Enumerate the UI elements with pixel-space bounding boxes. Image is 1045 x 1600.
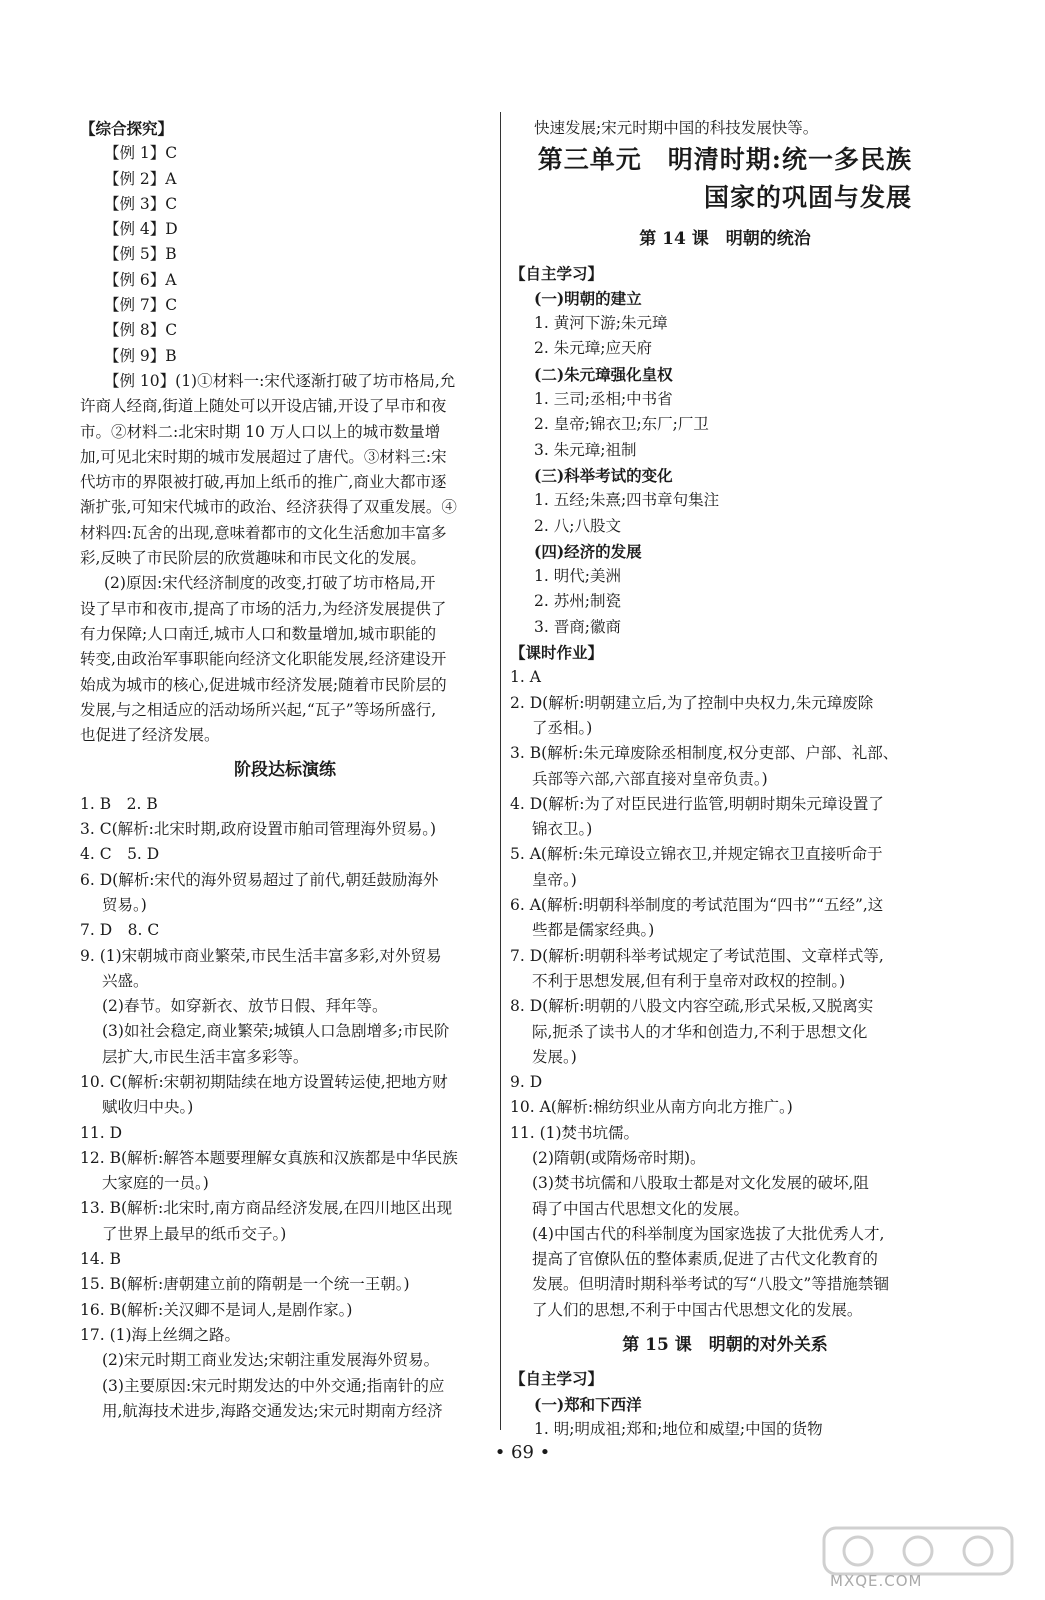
answer-line: 14. B [80, 1250, 121, 1269]
page-number: • 69 • [494, 1442, 551, 1463]
section-header-zonghe: 【综合探究】 [80, 119, 174, 138]
paragraph-line: 市。②材料二:北宋时期 10 万人口以上的城市数量增 [80, 422, 441, 441]
answer-line: 际,扼杀了读书人的才华和创造力,不利于思想文化 [532, 1022, 868, 1041]
paragraph-line: 代坊市的界限被打破,再加上纸币的推广,商业大都市逐 [80, 473, 447, 492]
answer-line: 2. D(解析:明朝建立后,为了控制中央权力,朱元璋废除 [510, 693, 874, 712]
answer-line: 锦衣卫。) [532, 820, 593, 839]
self-study-line: (一)明朝的建立 [534, 288, 642, 308]
answer-line: 4. C 5. D [80, 845, 160, 864]
answer-line: 了丞相。) [532, 718, 593, 737]
self-study-line: (一)郑和下西洋 [534, 1394, 642, 1414]
answer-line: 17. (1)海上丝绸之路。 [80, 1325, 241, 1344]
answer-line: 7. D 8. C [80, 921, 160, 940]
answer-line: 发展。) [532, 1047, 577, 1066]
answer-line: 了世界上最早的纸币交子。) [102, 1224, 287, 1243]
paragraph-line: 材料四:瓦舍的出现,意味着都市的文化生活愈加丰富多 [80, 523, 447, 542]
example-answer: 【例 9】B [104, 346, 177, 365]
answer-line: 4. D(解析:为了对臣民进行监管,明朝时期朱元璋设置了 [510, 794, 884, 813]
self-study-line: 1. 明;明成祖;郑和;地位和威望;中国的货物 [534, 1419, 823, 1438]
answer-line: 5. A(解析:朱元璋设立锦衣卫,并规定锦衣卫直接听命于 [510, 845, 883, 864]
paragraph-line: 加,可见北宋时期的城市发展超过了唐代。③材料三:宋 [80, 447, 447, 466]
lesson-14-title: 第 14 课 明朝的统治 [639, 229, 811, 250]
paragraph-line: 转变,由政治军事职能向经济文化职能发展,经济建设开 [80, 650, 447, 669]
paragraph-line: 彩,反映了市民阶层的欣赏趣味和市民文化的发展。 [80, 549, 426, 568]
homework-header: 【课时作业】 [510, 643, 604, 663]
self-study-line: 2. 朱元璋;应天府 [534, 339, 652, 358]
self-study-line: 2. 苏州;制瓷 [534, 592, 621, 611]
example-answer: 【例 5】B [104, 245, 177, 264]
answer-line: 发展。但明清时期科举考试的写“八股文”等措施禁锢 [532, 1275, 889, 1294]
answer-line: 16. B(解析:关汉卿不是词人,是剧作家。) [80, 1300, 353, 1319]
self-study-line: (四)经济的发展 [534, 541, 642, 561]
example-answer: 【例 2】A [104, 169, 177, 188]
answer-line: 赋收归中央。) [102, 1098, 194, 1117]
lesson-15-self-study-list [510, 1392, 940, 1443]
answer-line: 11. D [80, 1123, 123, 1142]
paragraph-line: 始成为城市的核心,促进城市经济发展;随着市民阶层的 [80, 675, 447, 694]
answer-line: 不利于思想发展,但有利于皇帝对政权的控制。) [532, 971, 846, 990]
self-study-line: 3. 晋商;徽商 [534, 617, 621, 636]
answer-line: 兵部等六部,六部直接对皇帝负责。) [532, 769, 768, 788]
paragraph-line: 【例 10】(1)①材料一:宋代逐渐打破了坊市格局,允 [104, 371, 456, 390]
paragraph-line: 有力保障;人口南迁,城市人口和数量增加,城市职能的 [80, 624, 437, 643]
answer-line: 3. C(解析:北宋时期,政府设置市舶司管理海外贸易。) [80, 820, 437, 839]
answer-line: 兴盛。 [102, 971, 149, 990]
stage-title: 阶段达标演练 [234, 760, 336, 781]
answer-line: 10. A(解析:棉纺织业从南方向北方推广。) [510, 1098, 793, 1117]
answer-line: 12. B(解析:解答本题要理解女真族和汉族都是中华民族 [80, 1148, 458, 1167]
answer-line: (2)宋元时期工商业发达;宋朝注重发展海外贸易。 [102, 1351, 440, 1370]
self-study-line: 1. 五经;朱熹;四书章句集注 [534, 491, 720, 510]
examples-list [80, 141, 490, 369]
unit-title-line-1: 第三单元 明清时期:统一多民族 [537, 145, 912, 175]
right-column [510, 116, 940, 1442]
answer-line: 层扩大,市民生活丰富多彩等。 [102, 1047, 309, 1066]
answer-line: (4)中国古代的科举制度为国家选拔了大批优秀人才, [532, 1224, 885, 1243]
answer-line: 提高了官僚队伍的整体素质,促进了古代文化教育的 [532, 1250, 878, 1269]
column-divider [500, 112, 501, 1430]
self-study-line: 3. 朱元璋;祖制 [534, 440, 637, 459]
self-study-line: (二)朱元璋强化皇权 [534, 364, 673, 384]
answer-line: (2)隋朝(或隋炀帝时期)。 [532, 1148, 706, 1167]
answer-line: 13. B(解析:北宋时,南方商品经济发展,在四川地区出现 [80, 1199, 453, 1218]
stage-answers-list [80, 792, 490, 1424]
answer-line: (3)如社会稳定,商业繁荣;城镇人口急剧增多;市民阶 [102, 1022, 450, 1041]
left-column [80, 116, 490, 1424]
answer-line: 皇帝。) [532, 870, 577, 889]
answer-line: 贸易。) [102, 895, 147, 914]
answer-line: 9. D [510, 1073, 543, 1092]
answer-line: 1. A [510, 668, 541, 687]
answer-line: (3)主要原因:宋元时期发达的中外交通;指南针的应 [102, 1376, 445, 1395]
answer-line: 9. (1)宋朝城市商业繁荣,市民生活丰富多彩,对外贸易 [80, 946, 442, 965]
lesson-15-title: 第 15 课 明朝的对外关系 [622, 1335, 828, 1356]
answer-line: 些都是儒家经典。) [532, 921, 655, 940]
answer-line: 15. B(解析:唐朝建立前的隋朝是一个统一王朝。) [80, 1275, 410, 1294]
answer-line: 碍了中国古代思想文化的发展。 [532, 1199, 750, 1218]
example-answer: 【例 8】C [104, 321, 178, 340]
self-study-line: 1. 三司;丞相;中书省 [534, 390, 673, 409]
self-study-line: (三)科举考试的变化 [534, 465, 673, 485]
self-study-line: 2. 八;八股文 [534, 516, 621, 535]
example-answer: 【例 3】C [104, 194, 178, 213]
watermark-text: MXQE.COM [830, 1572, 923, 1590]
self-study-line: 1. 明代;美洲 [534, 567, 621, 586]
example-answer: 【例 4】D [104, 220, 178, 239]
self-study-line: 1. 黄河下游;朱元璋 [534, 314, 668, 333]
paragraph-line: 发展,与之相适应的活动场所兴起,“瓦子”等场所盛行, [80, 700, 437, 719]
self-study-header: 【自主学习】 [510, 263, 604, 283]
homework-answers-list [510, 665, 940, 1323]
continued-text: 快速发展;宋元时期中国的科技发展快等。 [534, 119, 819, 137]
example-answer: 【例 1】C [104, 144, 178, 163]
paragraph-line: 也促进了经济发展。 [80, 726, 220, 745]
answer-line: (3)焚书坑儒和八股取士都是对文化发展的破坏,阻 [532, 1174, 869, 1193]
answer-line: (2)春节。如穿新衣、放节日假、拜年等。 [102, 997, 388, 1016]
answer-line: 6. A(解析:明朝科举制度的考试范围为“四书”“五经”,这 [510, 896, 884, 915]
self-study-line: 2. 皇帝;锦衣卫;东厂;厂卫 [534, 415, 709, 434]
answer-line: 用,航海技术进步,海路交通发达;宋元时期南方经济 [102, 1401, 443, 1420]
self-study-header-2: 【自主学习】 [510, 1369, 604, 1389]
example-10-answer [80, 369, 490, 748]
answer-line: 1. B 2. B [80, 794, 158, 813]
answer-line: 了人们的思想,不利于中国古代思想文化的发展。 [532, 1300, 863, 1319]
answer-line: 大家庭的一员。) [102, 1174, 209, 1193]
example-answer: 【例 7】C [104, 296, 178, 315]
paragraph-line: 许商人经商,街道上随处可以开设店铺,开设了早市和夜 [80, 397, 447, 416]
paragraph-line: (2)原因:宋代经济制度的改变,打破了坊市格局,开 [104, 574, 436, 593]
answer-line: 6. D(解析:宋代的海外贸易超过了前代,朝廷鼓励海外 [80, 870, 439, 889]
lesson-14-self-study-list [510, 286, 940, 640]
answer-line: 10. C(解析:宋朝初期陆续在地方设置转运使,把地方财 [80, 1072, 448, 1091]
answer-line: 7. D(解析:明朝科举考试规定了考试范围、文章样式等, [510, 946, 884, 965]
answer-line: 11. (1)焚书坑儒。 [510, 1123, 640, 1142]
paragraph-line: 设了早市和夜市,提高了市场的活力,为经济发展提供了 [80, 599, 447, 618]
unit-title-line-2: 国家的巩固与发展 [703, 183, 912, 213]
answer-line: 8. D(解析:明朝的八股文内容空疏,形式呆板,又脱离实 [510, 997, 874, 1016]
paragraph-line: 渐扩张,可知宋代城市的政治、经济获得了双重发展。④ [80, 498, 457, 517]
example-answer: 【例 6】A [104, 270, 177, 289]
answer-line: 3. B(解析:朱元璋废除丞相制度,权分吏部、户部、礼部、 [510, 744, 899, 763]
